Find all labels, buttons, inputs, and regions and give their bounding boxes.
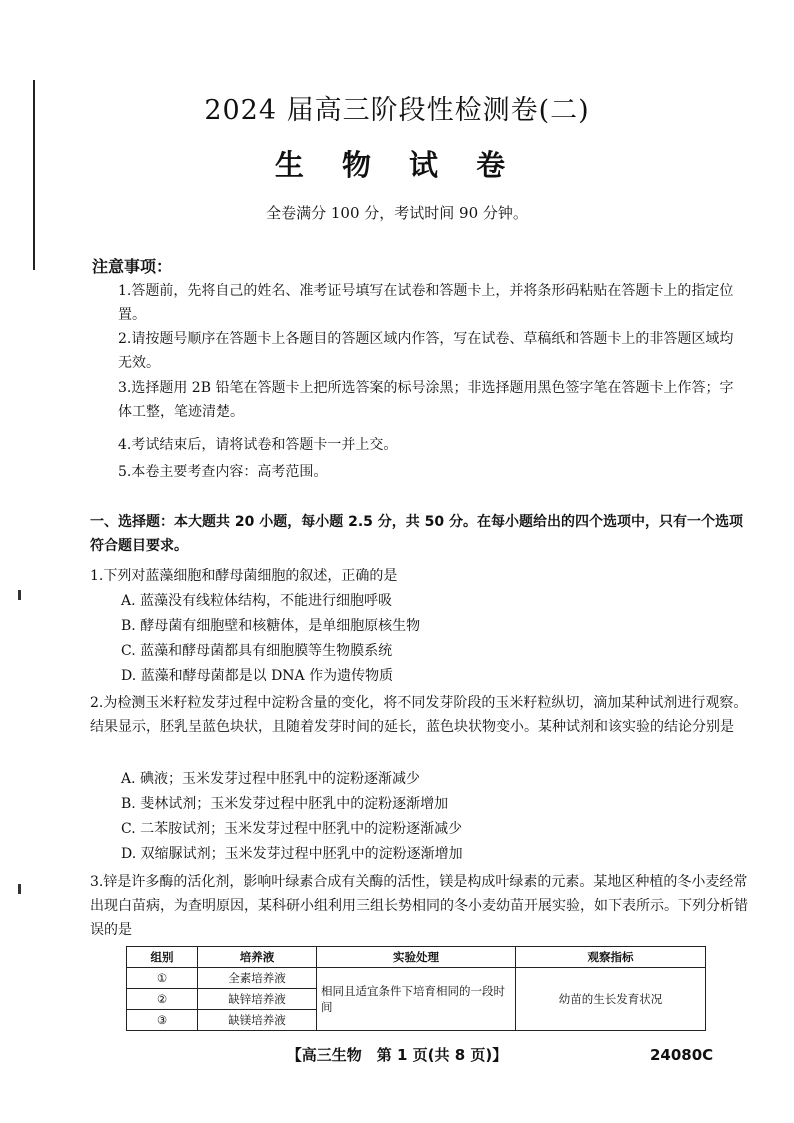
question-option: D. 双缩脲试剂；玉米发芽过程中胚乳中的淀粉逐渐增加 [121, 846, 463, 862]
question-option: A. 碘液；玉米发芽过程中胚乳中的淀粉逐渐减少 [121, 771, 421, 787]
table-header-row [127, 947, 706, 968]
question-option: D. 蓝藻和酵母菌都是以 DNA 作为遗传物质 [121, 668, 394, 684]
group-cell: ② [127, 989, 198, 1010]
indicator-cell: 幼苗的生长发育状况 [516, 968, 706, 1031]
table-header-cell: 组别 [127, 947, 198, 968]
group-cell: ③ [127, 1010, 198, 1031]
binding-mark [18, 884, 21, 894]
question-option: B. 斐林试剂；玉米发芽过程中胚乳中的淀粉逐渐增加 [121, 796, 449, 812]
question-stem: 2.为检测玉米籽粒发芽过程中淀粉含量的变化，将不同发芽阶段的玉米籽粒纵切，滴加某种试剂进行观察。结果显示，胚乳呈蓝色块状，且随着发芽时间的延长，蓝色块状物变小。某种试剂和该实验的结论分别是 [90, 695, 748, 735]
question-option: C. 蓝藻和酵母菌都具有细胞膜等生物膜系统 [121, 643, 393, 659]
question-option: B. 酵母菌有细胞壁和核糖体，是单细胞原核生物 [121, 618, 421, 634]
medium-cell: 缺锌培养液 [198, 989, 317, 1010]
notice-item: 5.本卷主要考查内容：高考范围。 [118, 464, 328, 480]
group-cell: ① [127, 968, 198, 989]
notice-item: 4.考试结束后，请将试卷和答题卡一并上交。 [118, 437, 398, 453]
table-header-cell: 培养液 [198, 947, 317, 968]
table-row [127, 968, 706, 989]
page-footer: 【高三生物 第 1 页(共 8 页)】 [286, 1046, 508, 1064]
medium-cell: 全素培养液 [198, 968, 317, 989]
table-header-cell: 观察指标 [516, 947, 706, 968]
treatment-cell: 相同且适宜条件下培育相同的一段时间 [317, 968, 516, 1031]
question-option: C. 二苯胺试剂；玉米发芽过程中胚乳中的淀粉逐渐减少 [121, 821, 463, 837]
experiment-table [126, 946, 706, 1031]
question-stem: 3.锌是许多酶的活化剂，影响叶绿素合成有关酶的活性，镁是构成叶绿素的元素。某地区种植的冬小麦经常出现白苗病，为查明原因，某科研小组利用三组长势相同的冬小麦幼苗开展实验，如下表所示。下列分析错误的是 [90, 874, 748, 938]
section-heading: 一、选择题：本大题共 20 小题，每小题 2.5 分，共 50 分。在每小题给出的四个选项中，只有一个选项符合题目要求。 [90, 514, 744, 554]
notice-heading: 注意事项： [92, 257, 173, 276]
binding-mark [18, 590, 21, 600]
exam-code: 24080C [650, 1046, 714, 1064]
score-line: 全卷满分 100 分，考试时间 90 分钟。 [266, 204, 528, 222]
medium-cell: 缺镁培养液 [198, 1010, 317, 1031]
notice-item: 2.请按题号顺序在答题卡上各题目的答题区域内作答，写在试卷、草稿纸和答题卡上的非答题区域均无效。 [118, 331, 734, 371]
question-option: A. 蓝藻没有线粒体结构，不能进行细胞呼吸 [121, 593, 393, 609]
notice-item: 3.选择题用 2B 铅笔在答题卡上把所选答案的标号涂黑；非选择题用黑色签字笔在答题卡上作答；字体工整，笔迹清楚。 [118, 380, 734, 420]
question-stem: 1.下列对蓝藻细胞和酵母菌细胞的叙述，正确的是 [90, 568, 398, 584]
exam-title: 2024 届高三阶段性检测卷(二) [204, 95, 590, 126]
exam-subject: 生 物 试 卷 [274, 148, 520, 182]
notice-item: 1.答题前，先将自己的姓名、准考证号填写在试卷和答题卡上，并将条形码粘贴在答题卡上的指定位置。 [118, 283, 734, 323]
table-header-cell: 实验处理 [317, 947, 516, 968]
